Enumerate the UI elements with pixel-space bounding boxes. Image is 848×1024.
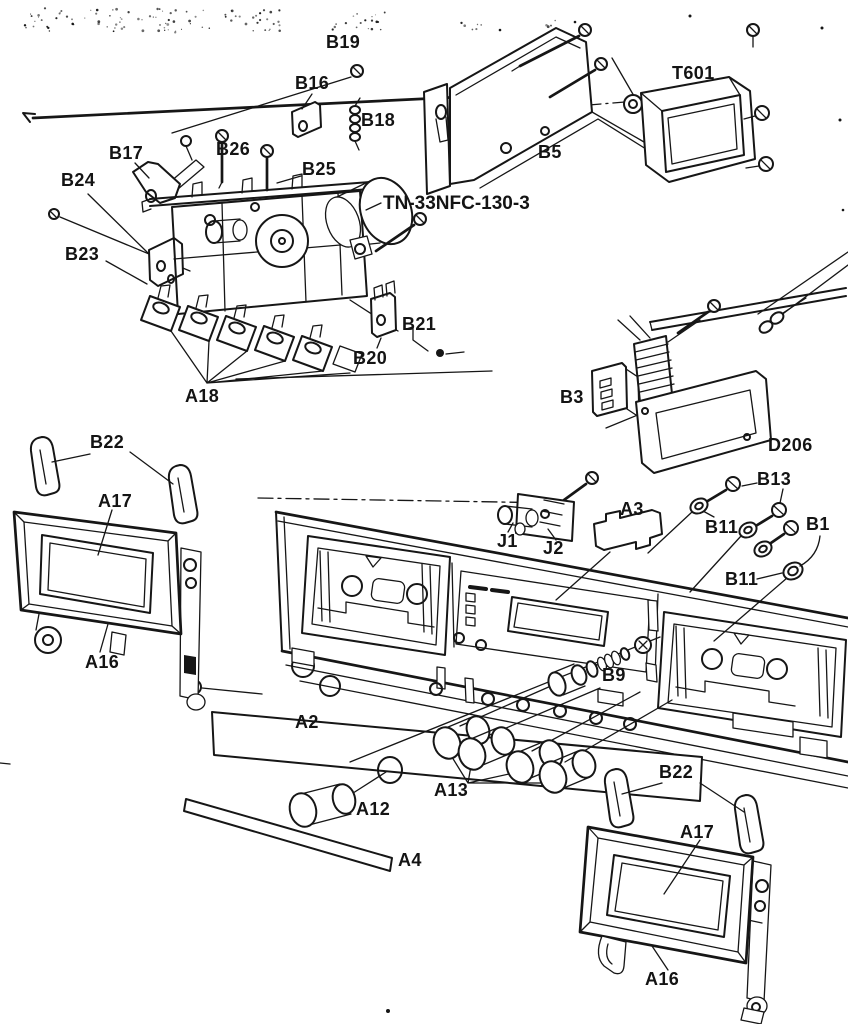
- part-label-a12: A12: [356, 799, 391, 819]
- part-label-b20: B20: [353, 348, 388, 368]
- part-label-j2: J2: [543, 538, 564, 558]
- part-label-b9: B9: [602, 665, 626, 685]
- part-label-a2: A2: [295, 712, 319, 732]
- part-label-d206: D206: [768, 435, 813, 455]
- part-label-b5: B5: [538, 142, 562, 162]
- part-label-b24: B24: [61, 170, 96, 190]
- part-label-b16: B16: [295, 73, 330, 93]
- part-label-b17: B17: [109, 143, 144, 163]
- part-label-a17-left: A17: [98, 491, 133, 511]
- part-label-b19: B19: [326, 32, 361, 52]
- part-label-a4: A4: [398, 850, 422, 870]
- part-label-a17-right: A17: [680, 822, 715, 842]
- part-label-b21: B21: [402, 314, 437, 334]
- part-label-b22-right: B22: [659, 762, 694, 782]
- part-label-b18: B18: [361, 110, 396, 130]
- part-label-a13: A13: [434, 780, 469, 800]
- part-label-a3: A3: [620, 499, 644, 519]
- part-label-j1: J1: [497, 531, 518, 551]
- part-label-a16-left: A16: [85, 652, 120, 672]
- part-label-model: TN-33NFC-130-3: [383, 193, 530, 214]
- part-label-b11-upper: B11: [705, 517, 739, 537]
- part-label-b1: B1: [806, 514, 830, 534]
- part-label-b3: B3: [560, 387, 584, 407]
- part-label-b11-lower: B11: [725, 569, 759, 589]
- part-label-a18: A18: [185, 386, 220, 406]
- part-label-b26: B26: [216, 139, 251, 159]
- part-label-t601: T601: [672, 63, 715, 83]
- part-label-b13: B13: [757, 469, 792, 489]
- part-label-a16-right: A16: [645, 969, 680, 989]
- part-label-b25: B25: [302, 159, 337, 179]
- part-label-b22-left: B22: [90, 432, 125, 452]
- part-label-b23: B23: [65, 244, 100, 264]
